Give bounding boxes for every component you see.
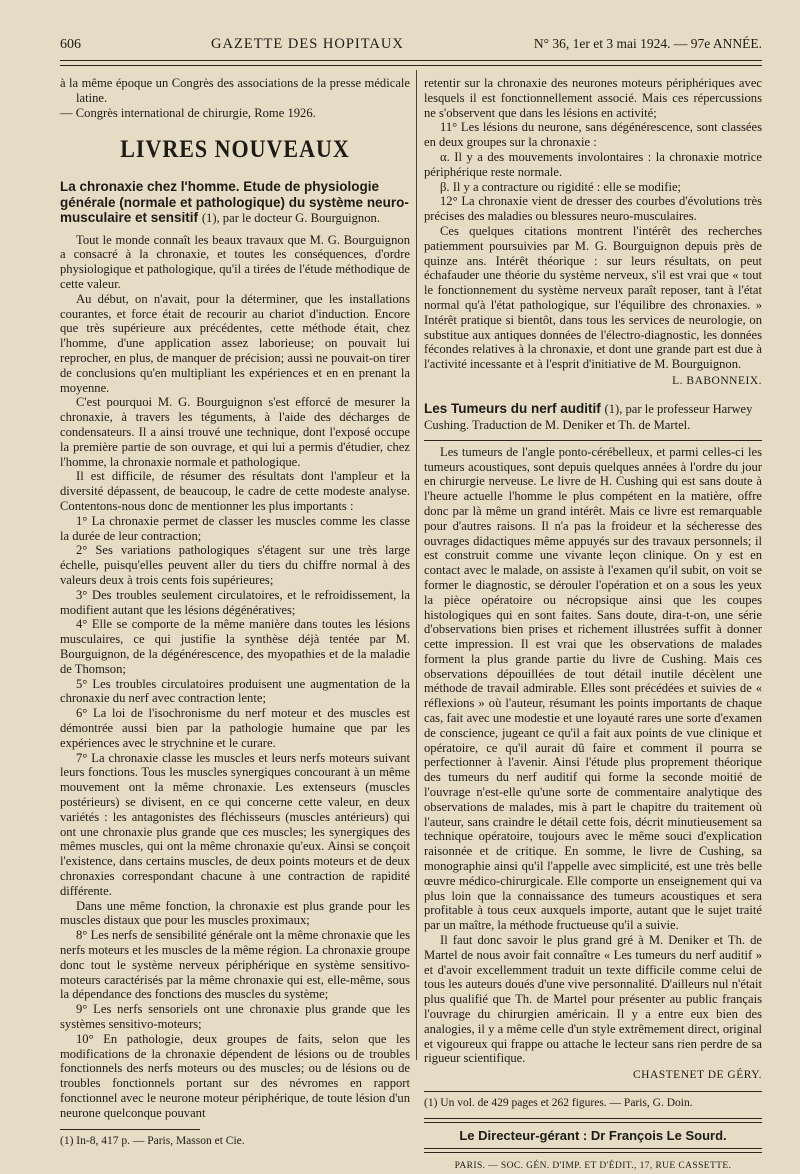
footnote-rule [60,1129,200,1130]
section-rule [424,1148,762,1153]
article-title [60,179,410,227]
list-item: 2° Ses variations pathologiques s'étagent sur une très large échelle, puisqu'elles peuvent aller du tiers du chiffre normal à des valeurs deux à trois cents fois supérieures; [60,543,410,588]
right-column [424,76,762,1174]
paragraph: Au début, on n'avait, pour la déterminer, que les installations courantes, et force était de recourir au chariot d'induction. Encore que très supérieure aux précédentes, cette méthode était, chez l'homme, d'une application assez laborieuse; on pouvait lui reprocher, en plus, de manquer de précision; aussi ne pouvait-on tirer de conclusions qu'en multipliant les expériences et en en prenant la moyenne. [60,291,410,395]
paragraph: retentir sur la chronaxie des neurones moteurs périphériques avec lesquels il est fonctionnellement associé. Mais ces répercussions ne s'observent que dans les lésions en activité; [424,76,762,120]
list-item: β. Il y a contracture ou rigidité : elle se modifie; [440,179,682,194]
director-line: Le Directeur-gérant : Dr François Le Sourd. [459,1128,727,1143]
intro-paragraph: à la même époque un Congrès des associations de la presse médicale latine. [60,76,410,105]
page-header [60,36,762,58]
list-item: 6° La loi de l'isochronisme du nerf moteur et des muscles est démontrée aussi bien par la pathologie humaine que par les expériences avec le strychnine et le curare. [60,706,410,750]
paragraph: Il faut donc savoir le plus grand gré à M. Deniker et Th. de Martel de nous avoir fait connaître « Les tumeurs du nerf auditif » et d'avoir excellemment traduit un texte difficile comme celui de tous les auteurs doués d'une vive personnalité. D'ailleurs nul n'était plus qualifié que Th. de Martel pour présenter au public français l'ouvrage du chirurgien américain. Il y a entre eux bien des analogies, il y a même celle d'un style extrêmement direct, original et vigoureux qui frappe ou attache le lecteur sans rien perdre de sa rigueur scientifique. [424,933,762,1066]
paragraph: C'est pourquoi M. G. Bourguignon s'est efforcé de mesurer la chronaxie, à travers les téguments, à l'aide des décharges de condensateurs. Il a ainsi trouvé une technique, dont l'exposé occupe la première partie de son ouvrage, et qui lui a permis d'étudier, chez l'homme, la chronaxie normale et pathologique. [60,395,410,469]
paragraph: Ces quelques citations montrent l'intérêt des recherches patiemment poursuivies par M. G. Bourguignon depuis près de quinze ans. Intérêt théorique : sur leurs résultats, on peut échafauder une théorie du système nerveux, s'il est vrai que « tout le fonctionnement du système nerveux paraît reposer, tant à l'état normal qu'à l'état pathologique, sur l'équilibre des chronaxies. » Intérêt pratique si bientôt, dans tous les services de neurologie, on substitue aux antiques données de l'électro-diagnostic, les données fécondes relatives à la chronaxie, et dont une grande part est due à l'activité incessante et à l'esprit d'initiative de M. Bourguignon. [424,223,762,372]
paragraph: Il est difficile, de résumer des résultats dont l'ampleur et la diversité dépassent, de beaucoup, le cadre de cette modeste analyse. Contentons-nous donc de mentionner les plus importants : [60,469,410,514]
signature: L. BABONNEIX. [672,374,762,387]
paragraph: Les tumeurs de l'angle ponto-cérébelleux, et parmi celles-ci les tumeurs acoustiques, sont depuis quelques années à l'ordre du jour en chirurgie nerveuse. Le livre de H. Cushing qui est sans doute à l'heure actuelle l'homme le plus compétent en la matière, offre donc par là même un grand intérêt. Mais ce livre est remarquable pour d'autres raisons. Il n'a pas la froideur et la sécheresse des ouvrages didactiques même appuyés sur des travaux personnels; il est construit comme une vivante leçon clinique. On y est en contact avec le malade, on assiste à l'examen qu'il subit, on voit se former le diagnostic, se dérouler l'opération et on a sous les yeux la pièce opératoire ou nécropsique ainsi que les coupes histologiques qui en sont faites. Sans doute, dira-t-on, une série d'observations bien prises et richement illustrées suffit à donner cette impression. Il est vrai que les observations de malades forment la plus grande partie du livre de Cushing. Mais ces observations dépouillées de tout détail inutile décèlent une méthode de travail admirable. Elles sont précédées et suivies de « réflexions » où l'auteur, résumant les points importants de chaque cas, fait avec une modestie et une loyauté rares une sorte d'examen de conscience, jugeant ce qu'il a fait aux points de vue clinique et opératoire, ce qu'il aurait dû faire et comment il pourra se perfectionner à l'avenir. Ainsi l'étude plus proprement théorique des tumeurs du nerf auditif qui forme la seconde moitié de l'ouvrage n'est-elle qu'une sorte de commentaire analytique des observations de malades, mis à part le chapitre du traitement où l'auteur, sans craindre le détail cette fois, décrit minutieusement sa technique opératoire, toujours avec le même souci d'explication raisonnée et de critique. En somme, le livre de Cushing, sa monographie ainsi qu'il l'appelle avec simplicité, est une très belle œuvre médico-chirurgicale. Elle comporte un enseignement qui va plus loin que la connaissance des tumeurs acoustiques et sera profitable à tous ceux auxquels importe, autant que le sujet traité par un maître, la méthode fructueuse qu'il a suivie. [424,444,762,933]
list-item: 8° Les nerfs de sensibilité générale ont la même chronaxie que les nerfs moteurs et les muscles de la même région. La chronaxie groupe donc tout le système nerveux périphérique en système sensitivo-moteurs caractérisés par la même chronaxie qui est, elle-même, sous la dépendance des fonctions des muscles du système; [60,928,410,1002]
article-title-byline: (1), par le professeur Harwey Cushing. Traduction de M. Deniker et Th. de Martel. [424,401,753,433]
list-item: 4° Elle se comporte de la même manière dans toutes les lésions musculaires, ce qui justifie la synthèse déjà tentée par M. Bourguignon, de la dégénérescence, des myopathies et de la maladie de Thomson; [60,617,410,676]
title-rule [424,440,762,441]
list-item: 5° Les troubles circulatoires produisent une augmentation de la chronaxie du nerf avec contraction lente; [60,676,410,706]
list-item: α. Il y a des mouvements involontaires : la chronaxie motrice périphérique reste normale. [424,149,762,179]
list-item: 1° La chronaxie permet de classer les muscles comme les classe la durée de leur contraction; [60,513,410,543]
article-title-byline: (1), par le docteur G. Bourguignon. [201,211,380,226]
article-title-main: Les Tumeurs du nerf auditif [424,400,601,416]
list-item: 3° Des troubles seulement circulatoires, et le refroidissement, la modifient autant que les lésions dégénératives; [60,587,410,617]
paragraph: Tout le monde connaît les beaux travaux que M. G. Bourguignon a consacré à la chronaxie, et toutes les conséquences, d'ordre physiologique et pathologique, qu'il a tirées de l'étude méthodique de cette valeur. [60,232,410,292]
footnote-rule [424,1091,762,1092]
list-item: 12° La chronaxie vient de dresser des courbes d'évolutions très précises des maladies ou blessures neuro-musculaires. [424,194,762,224]
list-item: 9° Les nerfs sensoriels ont une chronaxie plus grande que les systèmes sensitivo-moteurs; [60,1002,410,1031]
footnote: (1) In-8, 417 p. — Paris, Masson et Cie. [60,1134,245,1147]
list-item: 11° Les lésions du neurone, sans dégénérescence, sont classées en deux groupes sur la chronaxie : [424,120,762,150]
signature: CHASTENET DE GÉRY. [632,1069,762,1082]
list-item: Dans une même fonction, la chronaxie est plus grande pour les muscles distaux que pour les muscles proximaux; [60,898,410,928]
list-item: 10° En pathologie, deux groupes de faits, selon que les modifications de la chronaxie dépendent de lésions ou de troubles fonctionnels des nerfs moteurs ou des muscles; ou de lésions ou de troubles fonctionnels portant sur des névromes en rapport fonctionnel avec le neurone moteur périphérique, de toute lésion d'un neurone quelconque pouvant [60,1031,410,1120]
issue-info: N° 36, 1er et 3 mai 1924. — 97e ANNÉE. [533,36,762,51]
header-rule [60,60,762,66]
journal-title: GAZETTE DES HOPITAUX [211,36,404,52]
article-title [424,401,762,434]
article-title-main: La chronaxie chez l'homme. Etude de physiologie générale (normale et pathologique) du système neuro-musculaire et sensitif [60,179,409,226]
section-heading: LIVRES NOUVEAUX [120,134,350,164]
column-divider [416,70,417,1060]
printer-imprint: PARIS. — SOC. GÉN. D'IMP. ET D'ÉDIT., 17, RUE CASSETTE. [454,1160,732,1171]
left-column [60,76,410,1148]
page-number: 606 [60,37,81,52]
footnote: (1) Un vol. de 429 pages et 262 figures. — Paris, G. Doin. [424,1097,693,1109]
list-item: 7° La chronaxie classe les muscles et leurs nerfs moteurs suivant leurs fonctions. Tous les muscles synergiques concourant à un même mouvement ont la même chronaxie. Les extenseurs (muscles postérieurs) se divisent, en ce qui concerne cette valeur, en deux variétés : les antagonistes des fléchisseurs (muscles antérieurs) qui ont une chronaxie plus grande que ces muscles; les synergiques des mêmes muscles, qui ont la même chronaxie qu'eux. Ainsi se conçoit l'existence, dans certains muscles, de deux points moteurs et de deux chronaxies correspondant chacune à une contraction de rapidité différente. [60,750,410,898]
intro-paragraph: — Congrès international de chirurgie, Rome 1926. [60,105,316,120]
